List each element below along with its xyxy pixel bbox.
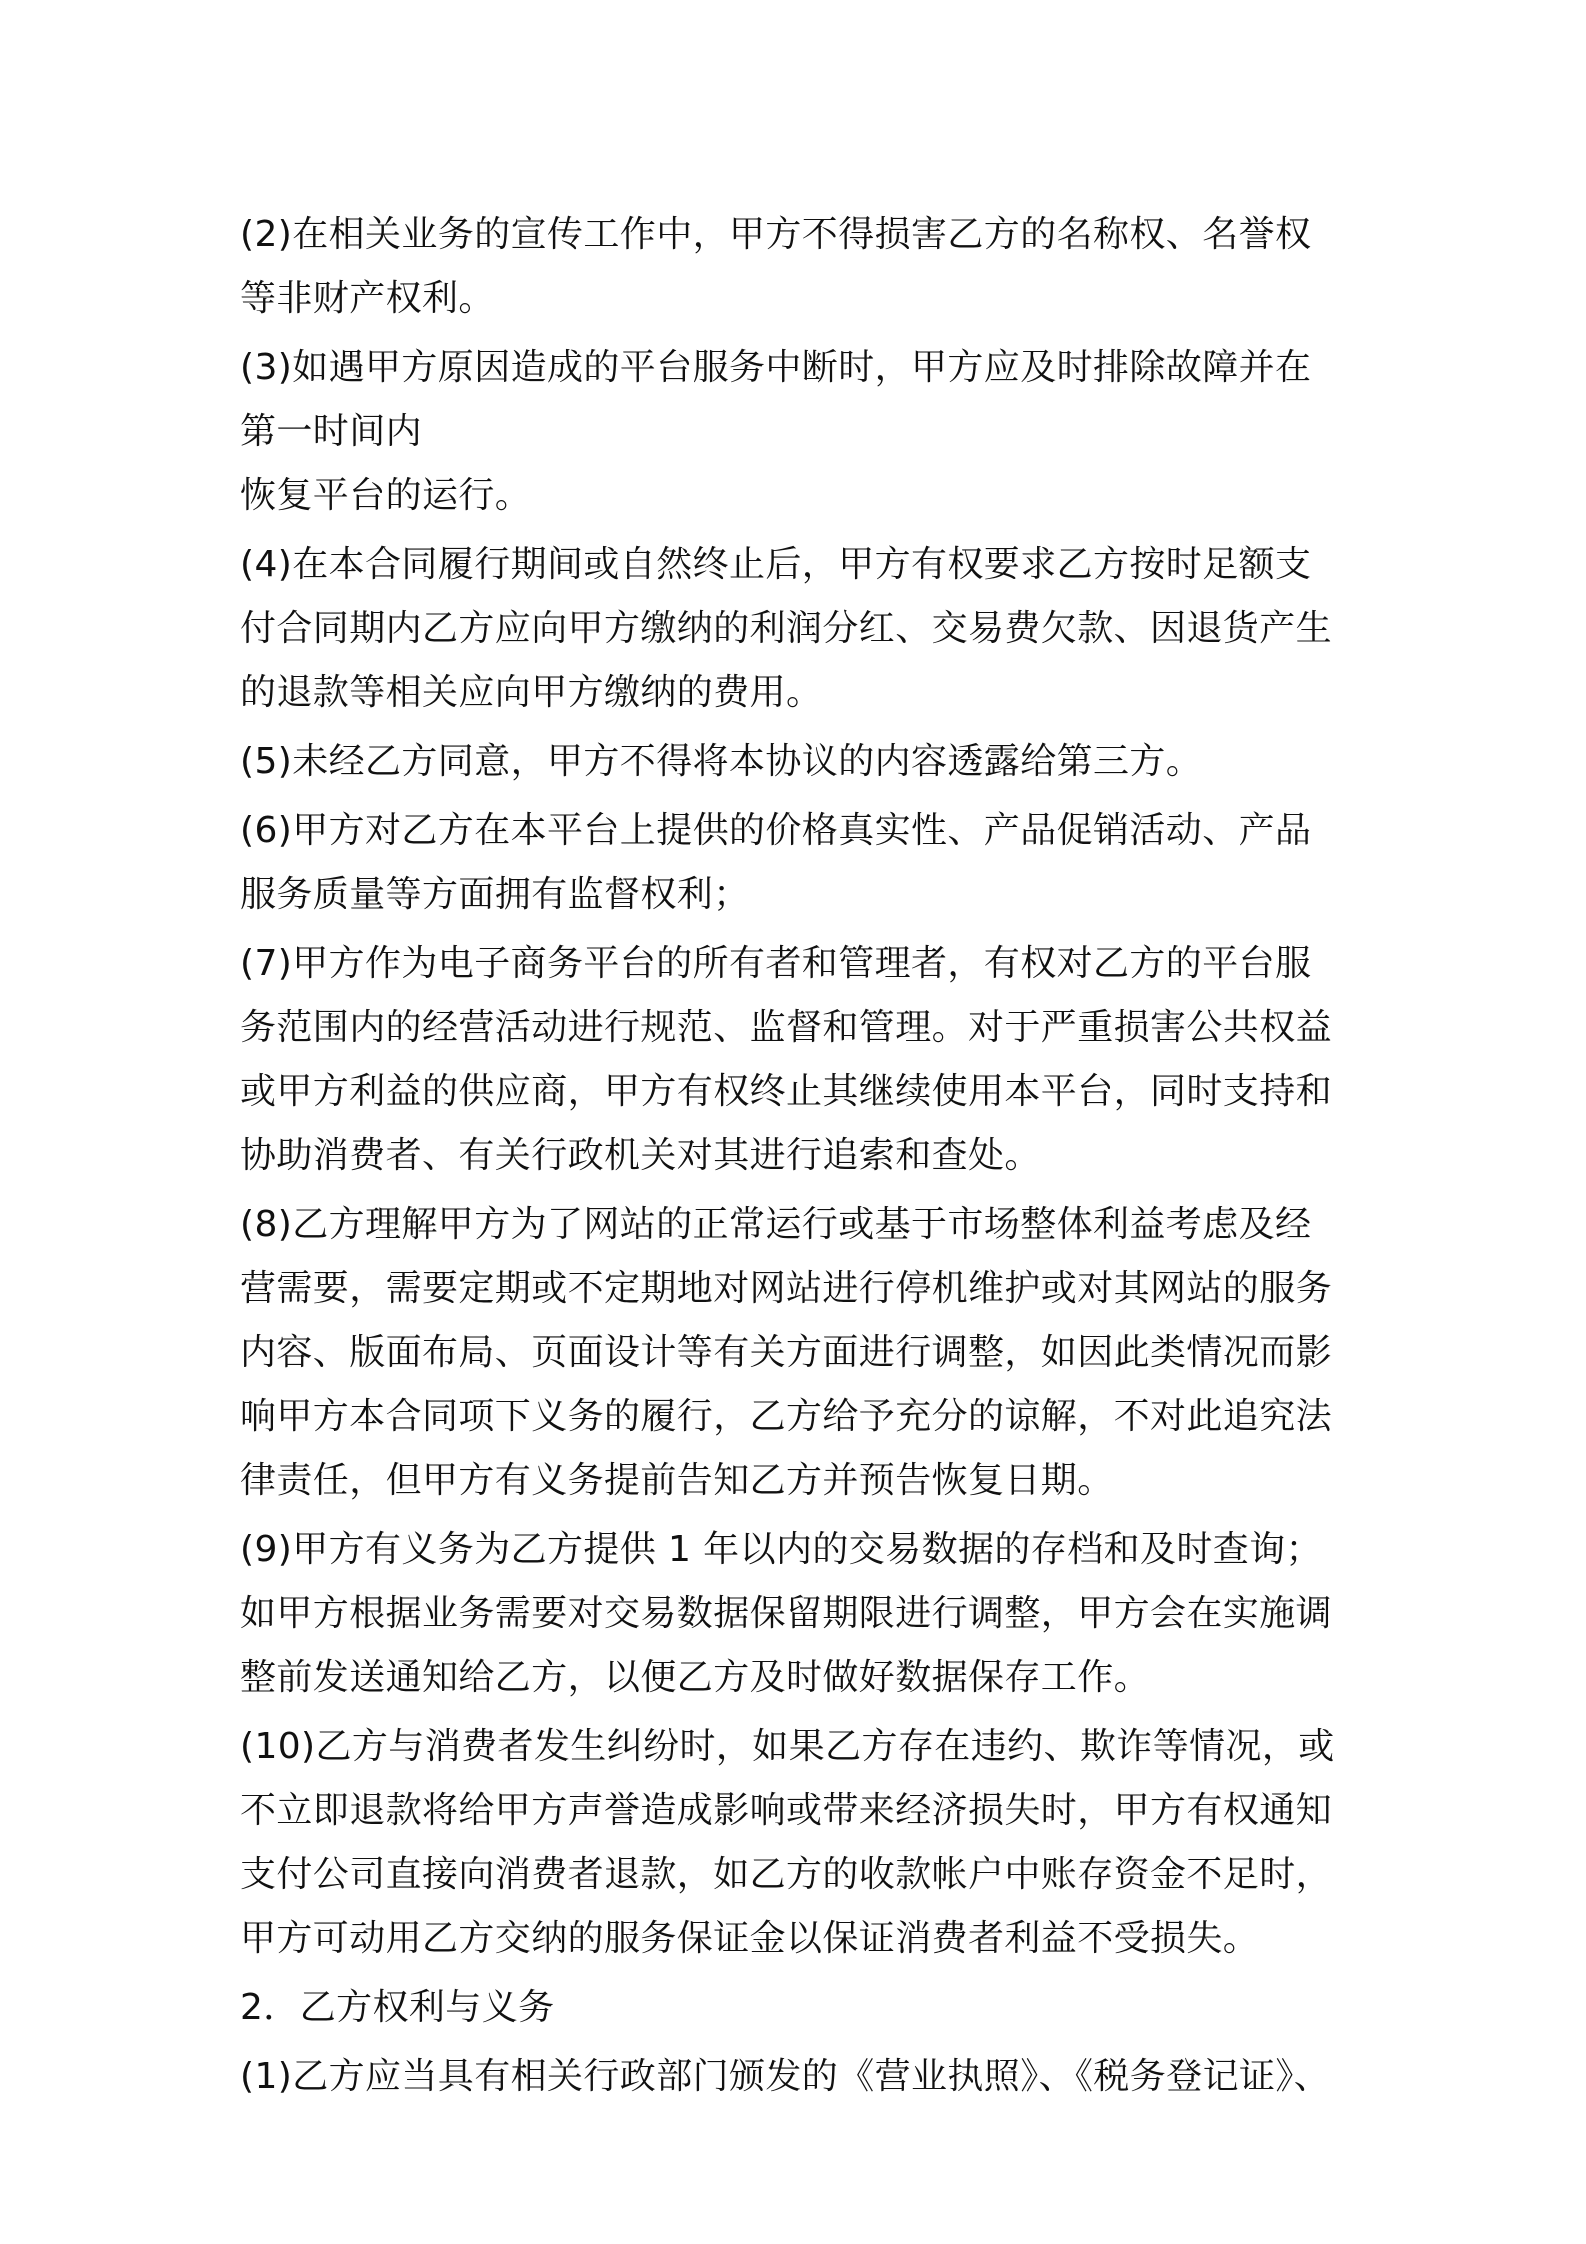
clause-7 (240, 932, 1360, 1188)
document-body (240, 203, 1360, 2114)
clause-4 (240, 533, 1360, 725)
text-line: 等非财产权利。 (240, 278, 495, 319)
text-line: 第一时间内 (240, 411, 423, 452)
text-line: 协助消费者、有关行政机关对其进行追索和查处。 (240, 1135, 1041, 1176)
text-line: (6)甲方对乙方在本平台上提供的价格真实性、产品促销活动、产品 (240, 810, 1312, 851)
clause-b1 (240, 2045, 1360, 2109)
clause-6 (240, 799, 1360, 927)
text-line: (4)在本合同履行期间或自然终止后，甲方有权要求乙方按时足额支 (240, 544, 1312, 585)
text-line: 恢复平台的运行。 (240, 475, 532, 516)
text-line: 甲方可动用乙方交纳的服务保证金以保证消费者利益不受损失。 (240, 1918, 1260, 1959)
text-line: 服务质量等方面拥有监督权利； (240, 874, 750, 915)
text-line: (7)甲方作为电子商务平台的所有者和管理者，有权对乙方的平台服 (240, 943, 1312, 984)
clause-5 (240, 730, 1360, 794)
text-line: (10)乙方与消费者发生纠纷时，如果乙方存在违约、欺诈等情况，或 (240, 1726, 1335, 1767)
text-line: 的退款等相关应向甲方缴纳的费用。 (240, 672, 823, 713)
text-line: (3)如遇甲方原因造成的平台服务中断时，甲方应及时排除故障并在 (240, 347, 1312, 388)
text-line: (1)乙方应当具有相关行政部门颁发的《营业执照》、《税务登记证》、 (240, 2056, 1331, 2097)
section-heading (240, 1976, 1360, 2040)
clause-2 (240, 203, 1360, 331)
text-line: 内容、版面布局、页面设计等有关方面进行调整，如因此类情况而影 (240, 1332, 1333, 1373)
clause-8 (240, 1193, 1360, 1513)
text-line: 整前发送通知给乙方，以便乙方及时做好数据保存工作。 (240, 1657, 1151, 1698)
text-line: (8)乙方理解甲方为了网站的正常运行或基于市场整体利益考虑及经 (240, 1204, 1312, 1245)
clause-3 (240, 336, 1360, 528)
text-line: 或甲方利益的供应商，甲方有权终止其继续使用本平台，同时支持和 (240, 1071, 1333, 1112)
clause-9 (240, 1518, 1360, 1710)
text-line: (5)未经乙方同意，甲方不得将本协议的内容透露给第三方。 (240, 741, 1203, 782)
text-line: (9)甲方有义务为乙方提供 1 年以内的交易数据的存档和及时查询； (240, 1529, 1322, 1570)
clause-10 (240, 1715, 1360, 1971)
text-line: 务范围内的经营活动进行规范、监督和管理。对于严重损害公共权益 (240, 1007, 1333, 1048)
text-line: 营需要，需要定期或不定期地对网站进行停机维护或对其网站的服务 (240, 1268, 1333, 1309)
heading-text: 2．乙方权利与义务 (240, 1987, 555, 2028)
text-line: 不立即退款将给甲方声誉造成影响或带来经济损失时，甲方有权通知 (240, 1790, 1333, 1831)
text-line: (2)在相关业务的宣传工作中，甲方不得损害乙方的名称权、名誉权 (240, 214, 1312, 255)
text-line: 律责任，但甲方有义务提前告知乙方并预告恢复日期。 (240, 1460, 1114, 1501)
text-line: 如甲方根据业务需要对交易数据保留期限进行调整，甲方会在实施调 (240, 1593, 1333, 1634)
text-line: 支付公司直接向消费者退款，如乙方的收款帐户中账存资金不足时， (240, 1854, 1333, 1895)
text-line: 付合同期内乙方应向甲方缴纳的利润分红、交易费欠款、因退货产生 (240, 608, 1333, 649)
text-line: 响甲方本合同项下义务的履行，乙方给予充分的谅解，不对此追究法 (240, 1396, 1333, 1437)
